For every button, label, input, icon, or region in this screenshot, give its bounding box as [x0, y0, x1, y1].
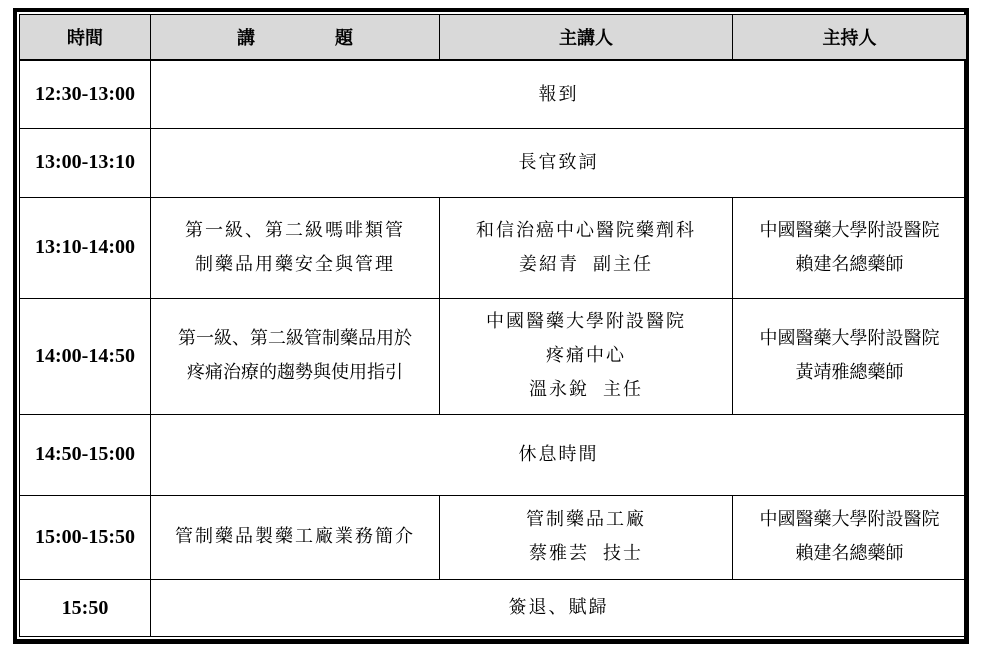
event-cell: 長官致詞: [151, 129, 967, 198]
header-topic-b: 題: [335, 28, 353, 48]
host-org: 中國醫藥大學附設醫院: [759, 219, 940, 241]
host-name: 黃靖雅總藥師: [795, 362, 904, 384]
speaker-org: 管制藥品工廠: [526, 509, 646, 531]
speaker-cell: [440, 495, 733, 580]
host-cell: [733, 495, 967, 580]
header-speaker: 主講人: [440, 15, 733, 61]
table-row: [20, 580, 967, 637]
host-name: 賴建名總藥師: [795, 543, 904, 565]
speaker-name: 姜紹青: [519, 253, 579, 275]
header-host: 主持人: [733, 15, 967, 61]
topic-cell: [151, 495, 440, 580]
time-cell: 15:00-15:50: [20, 495, 151, 580]
schedule-frame: [13, 8, 969, 644]
host-org: 中國醫藥大學附設醫院: [759, 328, 940, 350]
speaker-title: 主任: [603, 379, 643, 401]
topic-line: 疼痛治療的趨勢與使用指引: [187, 362, 403, 384]
speaker-org: 和信治癌中心醫院藥劑科: [476, 219, 696, 241]
speaker-cell: [440, 197, 733, 298]
topic-cell: [151, 298, 440, 414]
event-cell: 報到: [151, 60, 967, 129]
host-cell: [733, 197, 967, 298]
schedule-table: [19, 14, 967, 637]
host-org: 中國醫藥大學附設醫院: [759, 509, 940, 531]
speaker-name-line: [440, 373, 732, 407]
time-cell: 13:10-14:00: [20, 197, 151, 298]
event-cell: 簽退、賦歸: [151, 580, 967, 637]
topic-line: 制藥品用藥安全與管理: [195, 253, 395, 275]
host-cell: [733, 298, 967, 414]
table-row: [20, 495, 967, 580]
time-cell: 15:50: [20, 580, 151, 637]
speaker-name: 蔡雅芸: [529, 543, 589, 565]
time-cell: 14:00-14:50: [20, 298, 151, 414]
table-row: [20, 60, 967, 129]
time-cell: 13:00-13:10: [20, 129, 151, 198]
speaker-org: 中國醫藥大學附設醫院: [486, 311, 686, 333]
table-row: [20, 197, 967, 298]
time-cell: 14:50-15:00: [20, 414, 151, 495]
time-cell: 12:30-13:00: [20, 60, 151, 129]
header-topic-a: 講: [237, 28, 255, 48]
header-time: 時間: [20, 15, 151, 61]
table-row: [20, 129, 967, 198]
speaker-title: 技士: [603, 543, 643, 565]
header-row: [20, 15, 967, 61]
speaker-dept: 疼痛中心: [546, 345, 626, 367]
topic-line: 管制藥品製藥工廠業務簡介: [175, 526, 415, 548]
speaker-title: 副主任: [593, 253, 653, 275]
speaker-name-line: [440, 537, 732, 571]
topic-line: 第一級、第二級管制藥品用於: [178, 328, 412, 350]
event-cell: 休息時間: [151, 414, 967, 495]
speaker-name: 溫永銳: [529, 379, 589, 401]
table-row: [20, 414, 967, 495]
header-topic: [151, 15, 440, 61]
host-name: 賴建名總藥師: [795, 253, 904, 275]
topic-line: 第一級、第二級嗎啡類管: [185, 219, 405, 241]
table-row: [20, 298, 967, 414]
speaker-name-line: [440, 248, 732, 282]
speaker-cell: [440, 298, 733, 414]
topic-cell: [151, 197, 440, 298]
